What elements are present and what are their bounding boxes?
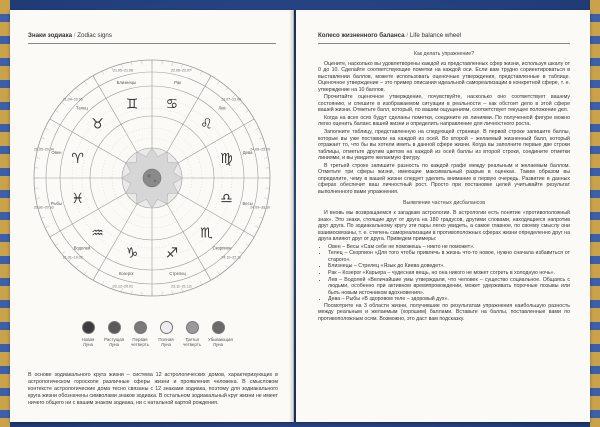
subheading-imbalances: Выявление частных дисбалансов	[402, 200, 486, 207]
sign-name-label: Весы	[242, 201, 253, 207]
moon-phase-item	[104, 321, 124, 347]
wheel-spoke	[50, 190, 126, 237]
sign-date-label: 22.12–20.01	[113, 284, 134, 289]
wheel-tick	[239, 251, 242, 254]
sign-name-label: Рак	[174, 79, 182, 85]
wheel-tick	[132, 290, 133, 294]
leo-icon: ♌	[200, 116, 213, 133]
wheel-tick	[84, 271, 86, 274]
list-item: • Овен – Весы «Сам себе не поможешь – никто не поможет».	[328, 244, 570, 251]
moon-phase-label: Полная Луна	[158, 337, 174, 347]
wheel-spoke	[178, 190, 254, 237]
list-item: • Рак – Козерог «Карьера – чудесная вещь, но она никого не может согреть в холодную ночь».	[328, 270, 570, 277]
wheel-spoke	[167, 204, 211, 280]
sign-date-label: 21.01–19.02	[62, 255, 83, 260]
wheel-tick	[41, 217, 45, 218]
sign-name-label: Скорпион	[212, 245, 232, 251]
list-item: • Близнецы – Стрелец «Язык до Киева доведет».	[328, 263, 570, 270]
moon-phases	[78, 321, 233, 355]
cover-edge-right	[590, 0, 600, 427]
moon-phase-label: Растущая Луна	[104, 337, 125, 347]
wheel-tick	[62, 251, 65, 254]
wheel-tick	[121, 288, 122, 292]
wheel-tick	[121, 64, 122, 68]
wheel-tick	[36, 158, 40, 159]
wheel-tick	[55, 110, 58, 112]
aquarius-icon: ♒	[91, 225, 104, 242]
paragraph: Посмотрите на 3 области жизни, получившие по результатам упражнения наибольшую разность между реальным и желаемым (хорошим) баллами. Вставьте на баллы, поставленные вами по противоположным осям. Возможно, это даст вам подсказку.	[318, 302, 570, 322]
right-page	[296, 10, 590, 422]
list-item: • Лев – Водолей «Величайшие умы утверждали, что человек – существо социальное. Общаясь с людьми, особенно при активном времяпровождении, может удерживать порочные позывы или быть новым источником вдохновения».	[328, 277, 570, 297]
wheel-spoke	[178, 116, 254, 163]
wheel-tick	[200, 71, 202, 75]
sign-name-label: Близнецы	[116, 79, 137, 85]
aries-icon: ♈	[71, 151, 84, 168]
wheel-tick	[55, 243, 58, 245]
libra-icon: ♎	[220, 190, 233, 207]
taurus-icon: ♉	[91, 116, 104, 133]
virgo-icon: ♍	[220, 151, 233, 168]
sign-date-label: 23.07–23.08	[221, 97, 242, 102]
wheel-spoke	[93, 204, 137, 280]
wheel-tick	[264, 158, 268, 159]
moon-phase-icon	[160, 321, 173, 334]
wheel-tick	[239, 102, 242, 105]
wheel-tick	[172, 62, 173, 66]
list-item: • Телец – Скорпион «Для того чтобы привлечь в жизнь что-то новое, нужно сначала избавиться от старого».	[328, 250, 570, 263]
right-header-rule	[318, 43, 570, 44]
wheel-tick	[76, 88, 79, 91]
sign-date-label: 22.06–22.07	[170, 68, 191, 73]
wheel-tick	[225, 265, 228, 268]
sign-name-label: Стрелец	[169, 271, 186, 277]
wheel-tick	[225, 88, 228, 91]
wheel-tick	[245, 110, 248, 112]
sign-name-label: Лев	[218, 105, 226, 111]
scorpio-icon: ♏	[200, 225, 213, 242]
moon-phase-item	[130, 321, 150, 347]
wheel-tick	[217, 271, 219, 274]
pisces-icon: ♓	[71, 190, 84, 207]
wheel-tick	[182, 288, 183, 292]
wheel-spoke	[93, 76, 137, 152]
sign-date-label: 24.09–23.10	[250, 205, 271, 210]
wheel-tick	[259, 138, 263, 139]
wheel-tick	[191, 67, 192, 71]
paragraph: Когда на всех осях будут сделаны пометки, соедините их линиями. По полученной фигуре можно легко оценить баланс вашей жизни и определить направление для личностного роста.	[318, 114, 570, 128]
wheel-tick	[36, 198, 40, 199]
left-header-title: Знаки зодиака	[28, 32, 73, 39]
wheel-tick	[264, 198, 268, 199]
moon-crater	[154, 180, 156, 182]
wheel-tick	[45, 226, 49, 228]
right-header-subtitle: Life balance wheel	[409, 32, 462, 39]
subheading-how-to: Как делать упражнение?	[413, 51, 475, 57]
moon-phase-icon	[212, 321, 225, 334]
capricorn-icon: ♑	[125, 245, 139, 262]
list-item: • Дева – Рыбы «В здоровом теле – здоровый дух».	[328, 296, 570, 303]
left-header-rule	[28, 43, 276, 44]
wheel-tick	[259, 217, 263, 218]
wheel-center-moon	[143, 169, 161, 187]
moon-phase-item	[208, 321, 233, 347]
moon-phase-item	[156, 321, 176, 347]
paragraph: И вновь мы возвращаемся к загадкам астрологии. В астрологии есть понятие «противоположный знак». Это знаки, стоящие друг от друга на 180 градусов, другими словами, находящиеся напротив друг друга. По зодиакальному кругу эти пары легко увидеть, а самое главное, по своему смыслу они взаимосвязаны, т. е. степень самореализации в противоположных сферах жизни определенно друг на друга влияют друг от друга. Приведем примеры:	[318, 210, 570, 243]
wheel-tick	[84, 81, 86, 84]
right-page-header	[318, 32, 461, 39]
sign-name-label: Козерог	[118, 271, 134, 277]
wheel-spoke	[167, 76, 211, 152]
wheel-tick	[255, 128, 259, 130]
moon-phase-icon	[82, 321, 95, 334]
sign-date-label: 21.03–20.04	[33, 147, 54, 152]
zodiac-wheel	[28, 52, 276, 304]
paragraph: Оцените, насколько вы удовлетворены каждой из представленных сфер жизни, используя шкалу от 0 до 10. Сделайте соответствующие пометки на каждой оси. Если вам трудно сориентироваться в выставлении баллов, можете использовать оценочные утверждения, представленные в таблице. Оценочное утверждение – это пример описания идеальной самореализации в конкретной сфере, т. е. утверждение на 10 баллов.	[318, 60, 570, 93]
sagittarius-icon: ♐	[165, 245, 179, 262]
right-header-separator: /	[406, 32, 409, 39]
wheel-spoke	[50, 116, 126, 163]
sign-name-label: Телец	[76, 105, 88, 111]
sign-name-label: Овен	[51, 149, 62, 155]
sign-date-label: 24.10–22.11	[221, 255, 242, 260]
left-header-subtitle: Zodiac signs	[77, 32, 112, 39]
moon-phase-icon	[186, 321, 199, 334]
moon-phase-label: Первая четверть	[131, 337, 149, 347]
sign-date-label: 20.02–20.03	[33, 205, 54, 210]
wheel-tick	[255, 226, 259, 228]
wheel-tick	[217, 81, 219, 84]
pairs-list	[318, 244, 570, 303]
wheel-tick	[172, 290, 173, 294]
sign-name-label: Водолей	[73, 245, 91, 251]
moon-phase-label: Третья четверть	[183, 337, 201, 347]
wheel-tick	[102, 71, 104, 75]
moon-phase-label: Убывающая Луна	[208, 337, 233, 347]
sign-date-label: 24.08–23.09	[250, 147, 271, 152]
left-header-separator: /	[73, 32, 76, 39]
right-header-title: Колесо жизненного баланса	[318, 32, 405, 39]
wheel-tick	[245, 243, 248, 245]
wheel-tick	[41, 138, 45, 139]
wheel-tick	[191, 285, 192, 289]
left-page-header	[28, 32, 112, 39]
wheel-tick	[182, 64, 183, 68]
moon-phase-icon	[134, 321, 147, 334]
wheel-tick	[76, 265, 79, 268]
paragraph: Заполните таблицу, представленную на следующей странице. В первой строке запишите баллы, которые вы уже поставили на каждой из осей. Во второй – желаемый жизненный балл, который отражает то, что бы вы хотели иметь в данной сфере жизни. Когда вы заполните первые две строки таблицы, отметьте другим цветом на каждой из осей баллы из второй строки, соедините отметки линиями, и вы увидите желаемую фигуру.	[318, 129, 570, 162]
sign-name-label: Рыбы	[50, 201, 62, 207]
sign-date-label: 21.05–21.06	[113, 68, 134, 73]
moon-crater	[147, 174, 150, 177]
wheel-tick	[132, 62, 133, 66]
wheel-tick	[102, 281, 104, 285]
wheel-tick	[62, 102, 65, 105]
gemini-icon: ♊	[125, 96, 139, 113]
moon-phase-label: Новая Луна	[81, 337, 95, 347]
sign-date-label: 21.04–20.05	[62, 97, 83, 102]
moon-phase-item	[78, 321, 98, 347]
left-bottom-text: В основе зодиакального круга жизни – система 12 астрологических домов, характеризующих в астрологическом гороскопе различные сферы жизни и проявления человека. В смысловом контексте астрологические дома тесно связаны с 12 знаками зодиака, поэтому для зодиакального круга жизни обозначены символами знаков зодиака. В остальном зодиакальный круг жизни не имеет ничего общего ни с вашим знаком зодиака, ни с натальной картой рождения.	[28, 372, 278, 406]
sign-date-label: 23.11–21.12	[171, 284, 191, 289]
cancer-icon: ♋	[165, 96, 179, 113]
paragraph: В третьей строке запишите разность по каждой графе между реальным и желаемым баллом. Отметьте три сферы жизни, имеющие максимальный разрыв в оценках. Таким образом вы определите, чему в вашей жизни следует уделить внимание в первую очередь. Развитие в данных сферах обеспечит ваш личностный рост. Просто при постановке целей учитывайте результат выполненного вами упражнения.	[318, 162, 570, 195]
moon-phase-icon	[108, 321, 121, 334]
right-body	[318, 50, 570, 323]
left-page	[10, 10, 294, 422]
sign-name-label: Дева	[242, 149, 253, 155]
moon-phase-item	[182, 321, 202, 347]
cover-edge-left	[0, 0, 10, 427]
wheel-tick	[200, 281, 202, 285]
paragraph: Прочитайте оценочное утверждение, почувствуйте, насколько оно соответствует вашему состоянию, и спешите в изображаемом ситуации в реальности – как обстоит дело в этой сфере вашей жизни. Отметьте балл, который, по вашим ощущениям, соответствует текущее положение дел.	[318, 94, 570, 114]
wheel-tick	[45, 128, 49, 130]
